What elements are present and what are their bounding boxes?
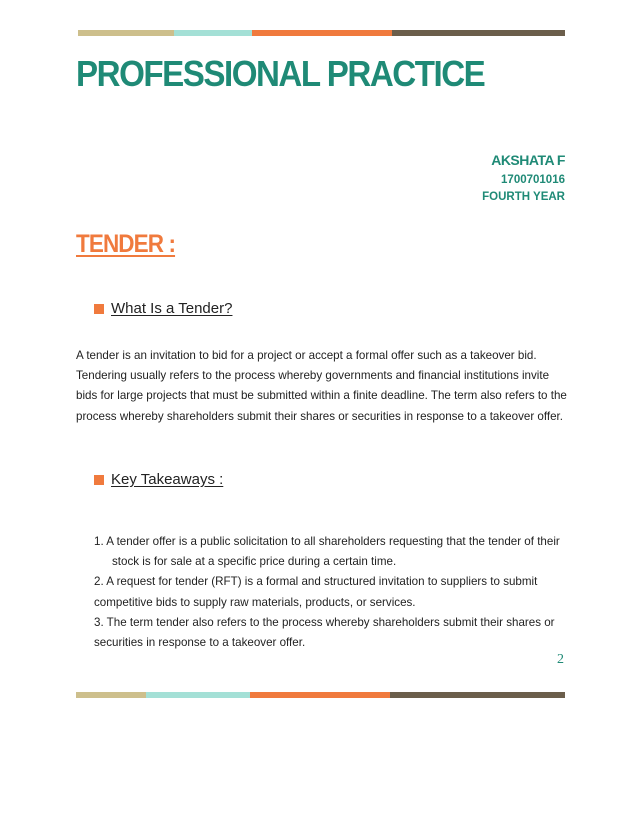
top-color-stripe	[78, 30, 565, 36]
author-year: FOURTH YEAR	[482, 191, 565, 203]
stripe-segment-mint	[174, 30, 252, 36]
bottom-color-stripe	[76, 692, 565, 698]
section-heading: TENDER :	[76, 230, 176, 258]
square-bullet-icon	[94, 304, 104, 314]
stripe-segment-mint	[146, 692, 250, 698]
page-number: 2	[557, 652, 564, 667]
takeaways-heading-text: Key Takeaways :	[111, 471, 224, 488]
square-bullet-icon	[94, 475, 104, 485]
stripe-segment-orange	[250, 692, 390, 698]
what-is-heading-text: What Is a Tender?	[111, 300, 233, 317]
list-item: 3. The term tender also refers to the process whereby shareholders submit their shares or securities in response to a takeover offer.	[94, 615, 555, 650]
takeaways-heading	[94, 471, 223, 488]
what-is-paragraph: A tender is an invitation to bid for a project or accept a formal offer such as a takeover bid. Tendering usually refers to the process whereby governments and financial institutions invite bids for large projects that must be submitted within a finite deadline. The term also refers to the process whereby shareholders submit their shares or securities in response to a takeover offer.	[76, 349, 567, 423]
page-title: PROFESSIONAL PRACTICE	[76, 53, 485, 94]
stripe-segment-brown	[390, 692, 565, 698]
list-item: 1. A tender offer is a public solicitation to all shareholders requesting that the tender of their stock is for sale at a specific price during a certain time.	[94, 535, 560, 569]
takeaways-list	[94, 532, 564, 653]
stripe-segment-brown	[392, 30, 565, 36]
what-is-heading	[94, 300, 232, 317]
author-id: 1700701016	[501, 174, 565, 186]
list-item: 2. A request for tender (RFT) is a formal and structured invitation to suppliers to submit competitive bids to supply raw materials, products, or services.	[94, 575, 538, 609]
stripe-segment-tan	[78, 30, 174, 36]
author-name: AKSHATA F	[491, 152, 565, 168]
stripe-segment-orange	[252, 30, 392, 36]
stripe-segment-tan	[76, 692, 146, 698]
